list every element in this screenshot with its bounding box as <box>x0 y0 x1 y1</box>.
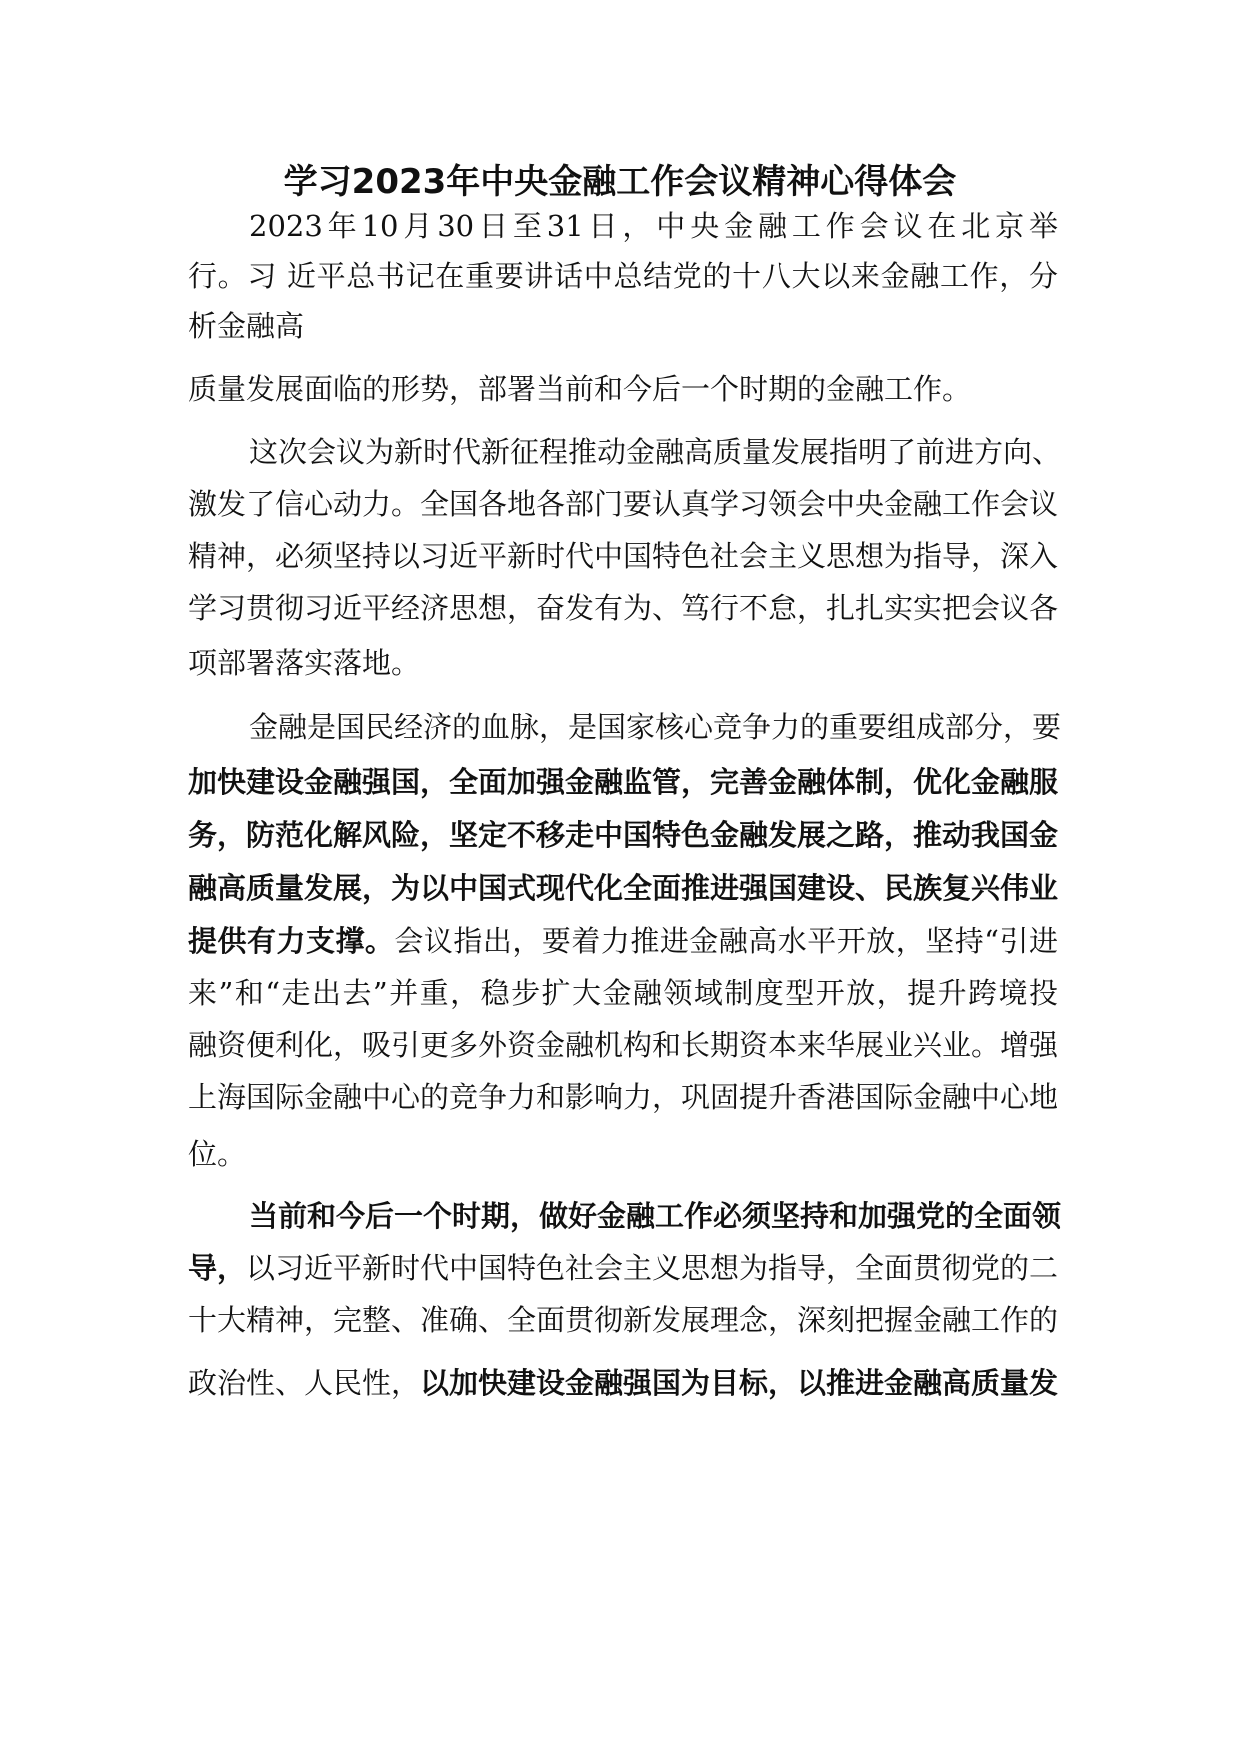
bold-text: 加快建设金融强国，全面加强金融监管，完善金融体制，优化金融服 <box>188 765 1059 799</box>
paragraph-3-line-3 <box>188 815 1058 855</box>
paragraph-3-line-5 <box>188 921 1058 961</box>
paragraph-2-line-3: 精神，必须坚持以习近平新时代中国特色社会主义思想为指导，深入 <box>188 539 1059 573</box>
paragraph-3-line-2 <box>188 762 1058 802</box>
paragraph-3-line-9: 位。 <box>188 1137 247 1171</box>
bold-text: 融高质量发展，为以中国式现代化全面推进强国建设、民族复兴伟业 <box>188 871 1059 905</box>
paragraph-3-line-7: 融资便利化，吸引更多外资金融机构和长期资本来华展业兴业。增强 <box>188 1028 1059 1062</box>
paragraph-2-line-4: 学习贯彻习近平经济思想，奋发有为、笃行不怠，扎扎实实把会议各 <box>188 591 1059 625</box>
plain-text: 以习近平新时代中国特色社会主义思想为指导，全面贯彻党的二 <box>246 1251 1059 1285</box>
paragraph-3-line-4 <box>188 868 1058 908</box>
plain-text: 会议指出，要着力推进金融高水平开放，坚持“引进 <box>394 924 1058 958</box>
paragraph-4-line-2 <box>188 1248 1058 1288</box>
document-title: 学习2023年中央金融工作会议精神心得体会 <box>283 162 957 202</box>
paragraph-4-line-1 <box>249 1196 1062 1236</box>
bold-text: 导， <box>188 1251 247 1285</box>
paragraph-3-line-1: 金融是国民经济的血脉，是国家核心竞争力的重要组成部分，要 <box>249 710 1062 744</box>
bold-text: 提供有力支撑。 <box>188 924 395 958</box>
paragraph-1-line-2: 行。习 近平总书记在重要讲话中总结党的十八大以来金融工作，分 <box>188 259 1058 293</box>
plain-text: 政治性、人民性， <box>188 1366 421 1400</box>
paragraph-1-line-3: 析金融高 <box>188 309 305 343</box>
paragraph-1-line-1: 2023年10月30日至31日，中央金融工作会议在北京举 <box>249 209 1058 243</box>
paragraph-1-line-4: 质量发展面临的形势，部署当前和今后一个时期的金融工作。 <box>188 372 972 406</box>
paragraph-2-line-5: 项部署落实落地。 <box>188 646 421 680</box>
paragraph-2-line-1: 这次会议为新时代新征程推动金融高质量发展指明了前进方向、 <box>249 435 1062 469</box>
paragraph-2-line-2: 激发了信心动力。全国各地各部门要认真学习领会中央金融工作会议 <box>188 487 1059 521</box>
paragraph-4-line-3: 十大精神，完整、准确、全面贯彻新发展理念，深刻把握金融工作的 <box>188 1303 1059 1337</box>
paragraph-3-line-6: 来”和“走出去”并重，稳步扩大金融领域制度型开放，提升跨境投 <box>188 976 1058 1010</box>
bold-text: 务，防范化解风险，坚定不移走中国特色金融发展之路，推动我国金 <box>188 818 1059 852</box>
paragraph-4-line-4 <box>188 1363 1058 1403</box>
bold-text: 当前和今后一个时期，做好金融工作必须坚持和加强党的全面领 <box>249 1199 1062 1233</box>
paragraph-3-line-8: 上海国际金融中心的竞争力和影响力，巩固提升香港国际金融中心地 <box>188 1080 1059 1114</box>
bold-text: 以加快建设金融强国为目标，以推进金融高质量发 <box>420 1366 1059 1400</box>
